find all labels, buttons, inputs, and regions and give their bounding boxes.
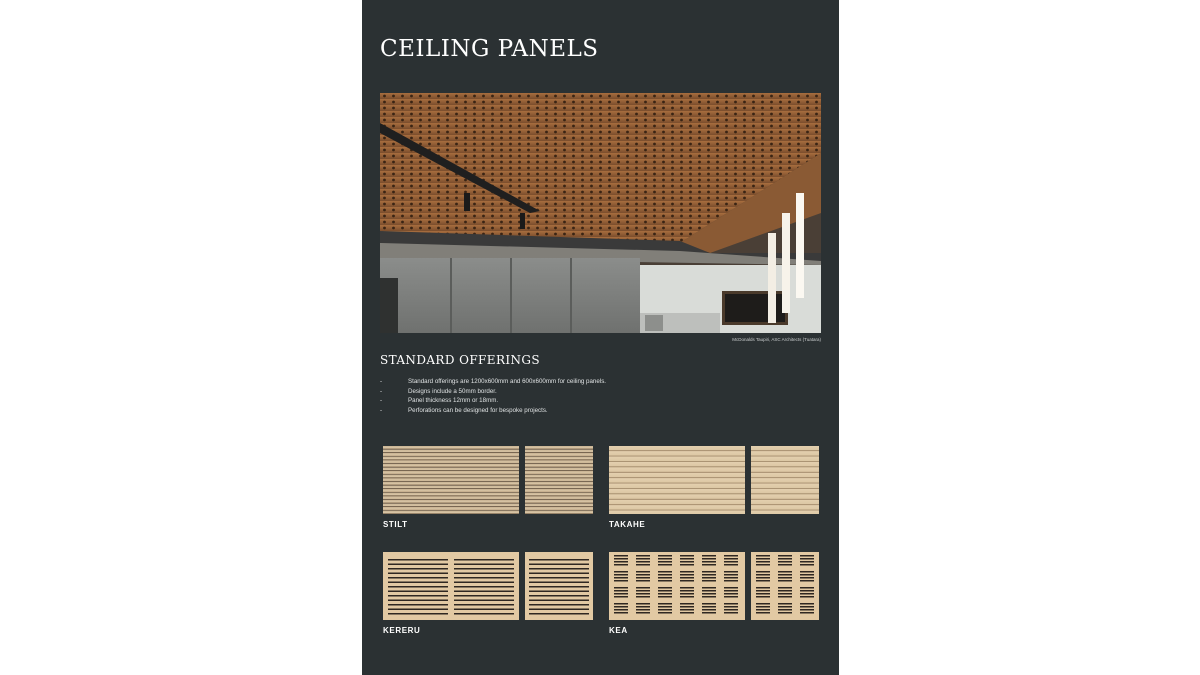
ceiling-photo — [380, 93, 821, 333]
ceiling-photo-illustration — [380, 93, 821, 333]
kereru-panel-1200-swatch — [383, 552, 519, 620]
kea-slot-cluster — [658, 587, 672, 599]
kea-slot-cluster — [724, 571, 738, 583]
panel-name: STILT — [383, 520, 408, 529]
kea-slot-cluster — [800, 555, 814, 567]
kea-slot-cluster — [756, 603, 770, 615]
kea-slot-cluster — [658, 603, 672, 615]
kea-slot-cluster — [680, 555, 694, 567]
bullet-text: Panel thickness 12mm or 18mm. — [408, 397, 499, 405]
kea-slot-cluster — [680, 587, 694, 599]
panel-takahe — [609, 446, 819, 529]
list-item — [380, 396, 820, 406]
bullet-dash: - — [380, 387, 383, 395]
brochure-page — [362, 0, 839, 675]
kea-slot-cluster — [702, 587, 716, 599]
kea-slot-cluster — [756, 587, 770, 599]
panel-name: KERERU — [383, 626, 421, 635]
kea-slot-cluster — [614, 555, 628, 567]
panel-stilt — [383, 446, 593, 529]
kea-slot-cluster — [756, 555, 770, 567]
kea-slot-cluster — [702, 571, 716, 583]
list-item — [380, 387, 820, 397]
bullet-text: Designs include a 50mm border. — [408, 387, 497, 395]
photo-caption: McDonalds Taupiri, ASC Architects (Tuatara) — [732, 337, 821, 342]
kea-slot-cluster — [658, 571, 672, 583]
takahe-panel-600-swatch — [751, 446, 819, 514]
section-heading: STANDARD OFFERINGS — [380, 353, 541, 367]
kea-slot-cluster — [614, 587, 628, 599]
page-title: CEILING PANELS — [380, 36, 599, 62]
kea-slot-cluster — [702, 603, 716, 615]
panel-kereru — [383, 552, 593, 635]
kea-panel-1200-swatch — [609, 552, 745, 620]
kereru-panel-600-swatch — [525, 552, 593, 620]
kea-slot-cluster — [636, 555, 650, 567]
kea-slot-cluster — [680, 571, 694, 583]
kea-slot-cluster — [636, 603, 650, 615]
kea-slot-cluster — [778, 587, 792, 599]
kea-slot-cluster — [778, 555, 792, 567]
stilt-panel-600-swatch — [525, 446, 593, 514]
kea-slot-cluster — [636, 571, 650, 583]
bullet-dash: - — [380, 397, 383, 405]
bullet-text: Perforations can be designed for bespoke projects. — [408, 406, 548, 414]
kea-slot-cluster — [636, 587, 650, 599]
kea-slot-cluster — [778, 571, 792, 583]
kea-slot-cluster — [756, 571, 770, 583]
panel-name: KEA — [609, 626, 628, 635]
kea-slot-cluster — [800, 587, 814, 599]
kea-slot-cluster — [680, 603, 694, 615]
bullet-dash: - — [380, 406, 383, 414]
kea-slot-cluster — [778, 603, 792, 615]
list-item — [380, 377, 820, 387]
list-item — [380, 406, 820, 416]
takahe-panel-1200-swatch — [609, 446, 745, 514]
kea-slot-cluster — [658, 555, 672, 567]
kea-slot-cluster — [614, 603, 628, 615]
kea-slot-cluster — [724, 555, 738, 567]
kea-panel-600-swatch — [751, 552, 819, 620]
panel-kea — [609, 552, 819, 635]
bullet-dash: - — [380, 378, 383, 385]
stilt-panel-1200-swatch — [383, 446, 519, 514]
kea-slot-cluster — [702, 555, 716, 567]
offerings-list — [380, 377, 820, 415]
kea-slot-cluster — [800, 571, 814, 583]
bullet-text: Standard offerings are 1200x600mm and 600x600mm for ceiling panels. — [408, 378, 607, 385]
panel-name: TAKAHE — [609, 520, 646, 529]
kea-slot-cluster — [614, 571, 628, 583]
kea-slot-cluster — [724, 603, 738, 615]
kea-slot-cluster — [800, 603, 814, 615]
kea-slot-cluster — [724, 587, 738, 599]
